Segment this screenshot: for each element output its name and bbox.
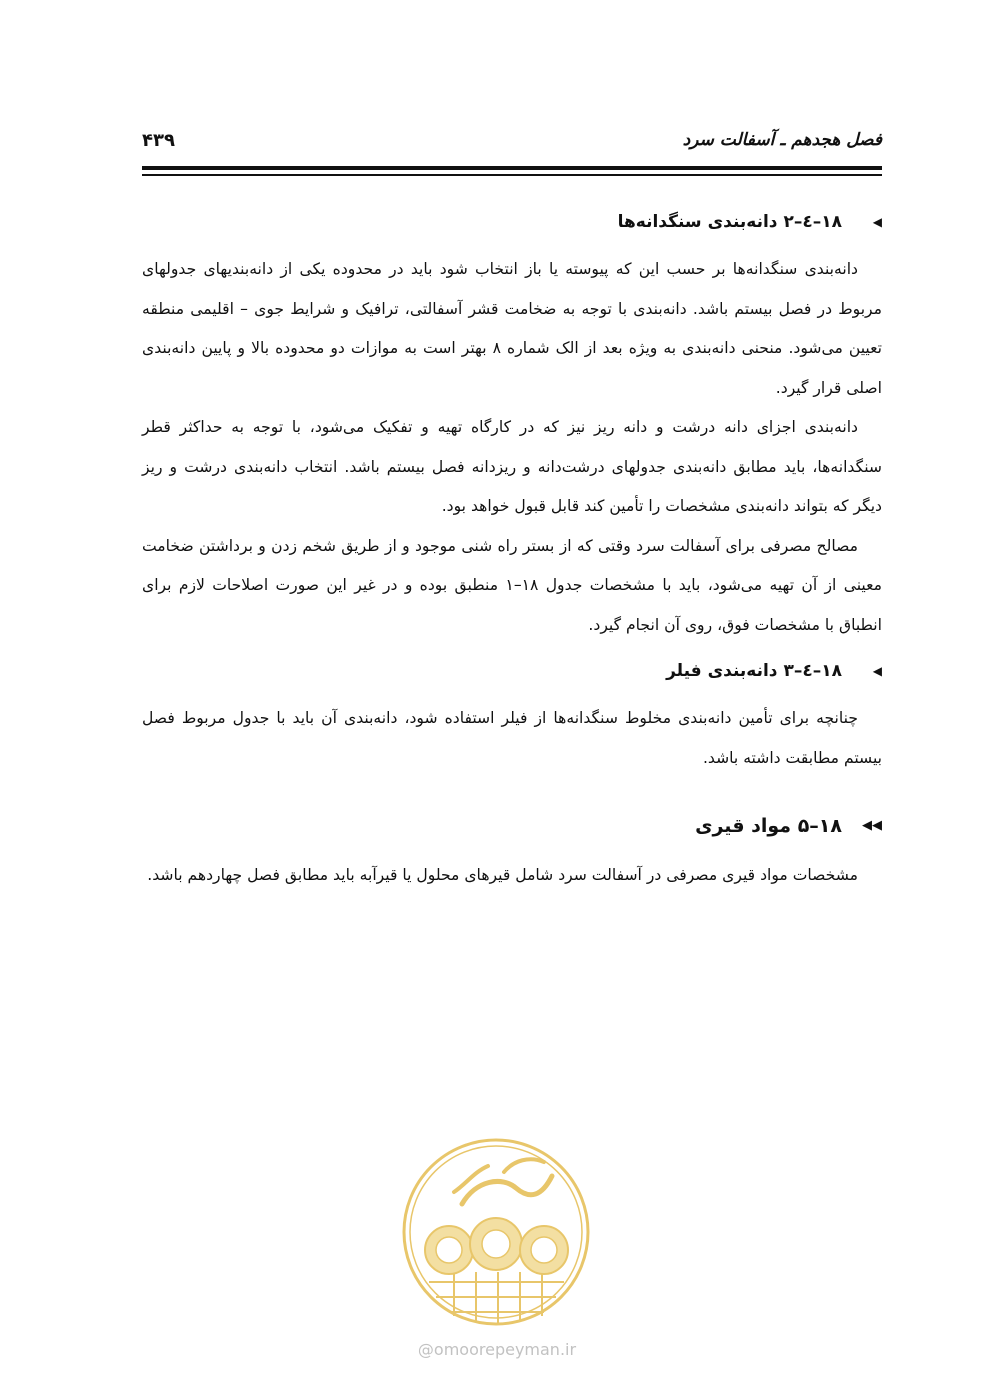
page-number: ۴۳۹	[142, 130, 175, 151]
paragraph: مشخصات مواد قیری مصرفی در آسفالت سرد شامل قیرهای محلول یا قیرآبه باید مطابق فصل چهاردهم باشد.	[147, 866, 858, 884]
header-rule-thick	[142, 166, 882, 170]
watermark-logo	[384, 1132, 609, 1337]
section-heading-bitumen-materials	[142, 812, 882, 840]
page-header	[142, 128, 882, 160]
section-heading-text: ۱۸–٤–۳ دانه‌بندی فیلر	[666, 661, 842, 681]
section-heading-text: ۱۸–۵ مواد قیری	[695, 815, 842, 837]
section-marker-icon: ◀	[872, 664, 882, 678]
chapter-title: فصل هجدهم ـ آسفالت سرد	[682, 130, 882, 150]
section-marker-icon: ◀	[872, 215, 882, 229]
watermark-seal-icon	[384, 1132, 609, 1337]
header-rule-thin	[142, 174, 882, 176]
paragraph: چنانچه برای تأمین دانه‌بندی مخلوط سنگدانه‌ها از فیلر استفاده شود، دانه‌بندی آن باید با جدول مربوط فصل بیستم مطابقت داشته باشد.	[142, 709, 882, 767]
page-content	[142, 208, 882, 896]
paragraph: مصالح مصرفی برای آسفالت سرد وقتی که از بستر راه شنی موجود و از طریق شخم زدن و برداشتن ضخامت معینی از آن تهیه می‌شود، باید با مشخصات جدول ۱۸–۱ منطبق بوده و در غیر این صورت اصلاحات لازم برای انطباق با مشخصات فوق، روی آن انجام گیرد.	[142, 536, 883, 634]
section-heading-text: ۱۸–٤–۲ دانه‌بندی سنگدانه‌ها	[617, 212, 842, 232]
section-marker-double-icon: ◀◀	[862, 818, 882, 833]
section-heading-aggregate-grading	[142, 208, 882, 236]
paragraph: دانه‌بندی اجزای دانه درشت و دانه ریز نیز که در کارگاه تهیه و تفکیک می‌شود، با توجه به حداکثر قطر سنگدانه‌ها، باید مطابق دانه‌بندی جدولهای درشت‌دانه و ریزدانه فصل بیستم باشد. انتخاب دانه‌بندی درشت و ریز دیگر که بتواند دانه‌بندی مشخصات را تأمین کند قابل قبول خواهد بود.	[142, 418, 882, 515]
paragraph: دانه‌بندی سنگدانه‌ها بر حسب این که پیوسته یا باز انتخاب شود باید در محدوده یکی از دانه‌بندیهای جدولهای مربوط در فصل بیستم باشد. دانه‌بندی با توجه به ضخامت قشر آسفالتی، ترافیک و شرایط جوی – اقلیمی منطقه تعیین می‌شود. منحنی دانه‌بندی به ویژه بعد از الک شماره ۸ بهتر است به موازات دو محدوده بالا و پایین دانه‌بندی اصلی قرار گیرد.	[142, 260, 882, 397]
section-heading-filler-grading	[142, 657, 882, 685]
watermark-site-text: @omoorepeyman.ir	[417, 1340, 577, 1359]
